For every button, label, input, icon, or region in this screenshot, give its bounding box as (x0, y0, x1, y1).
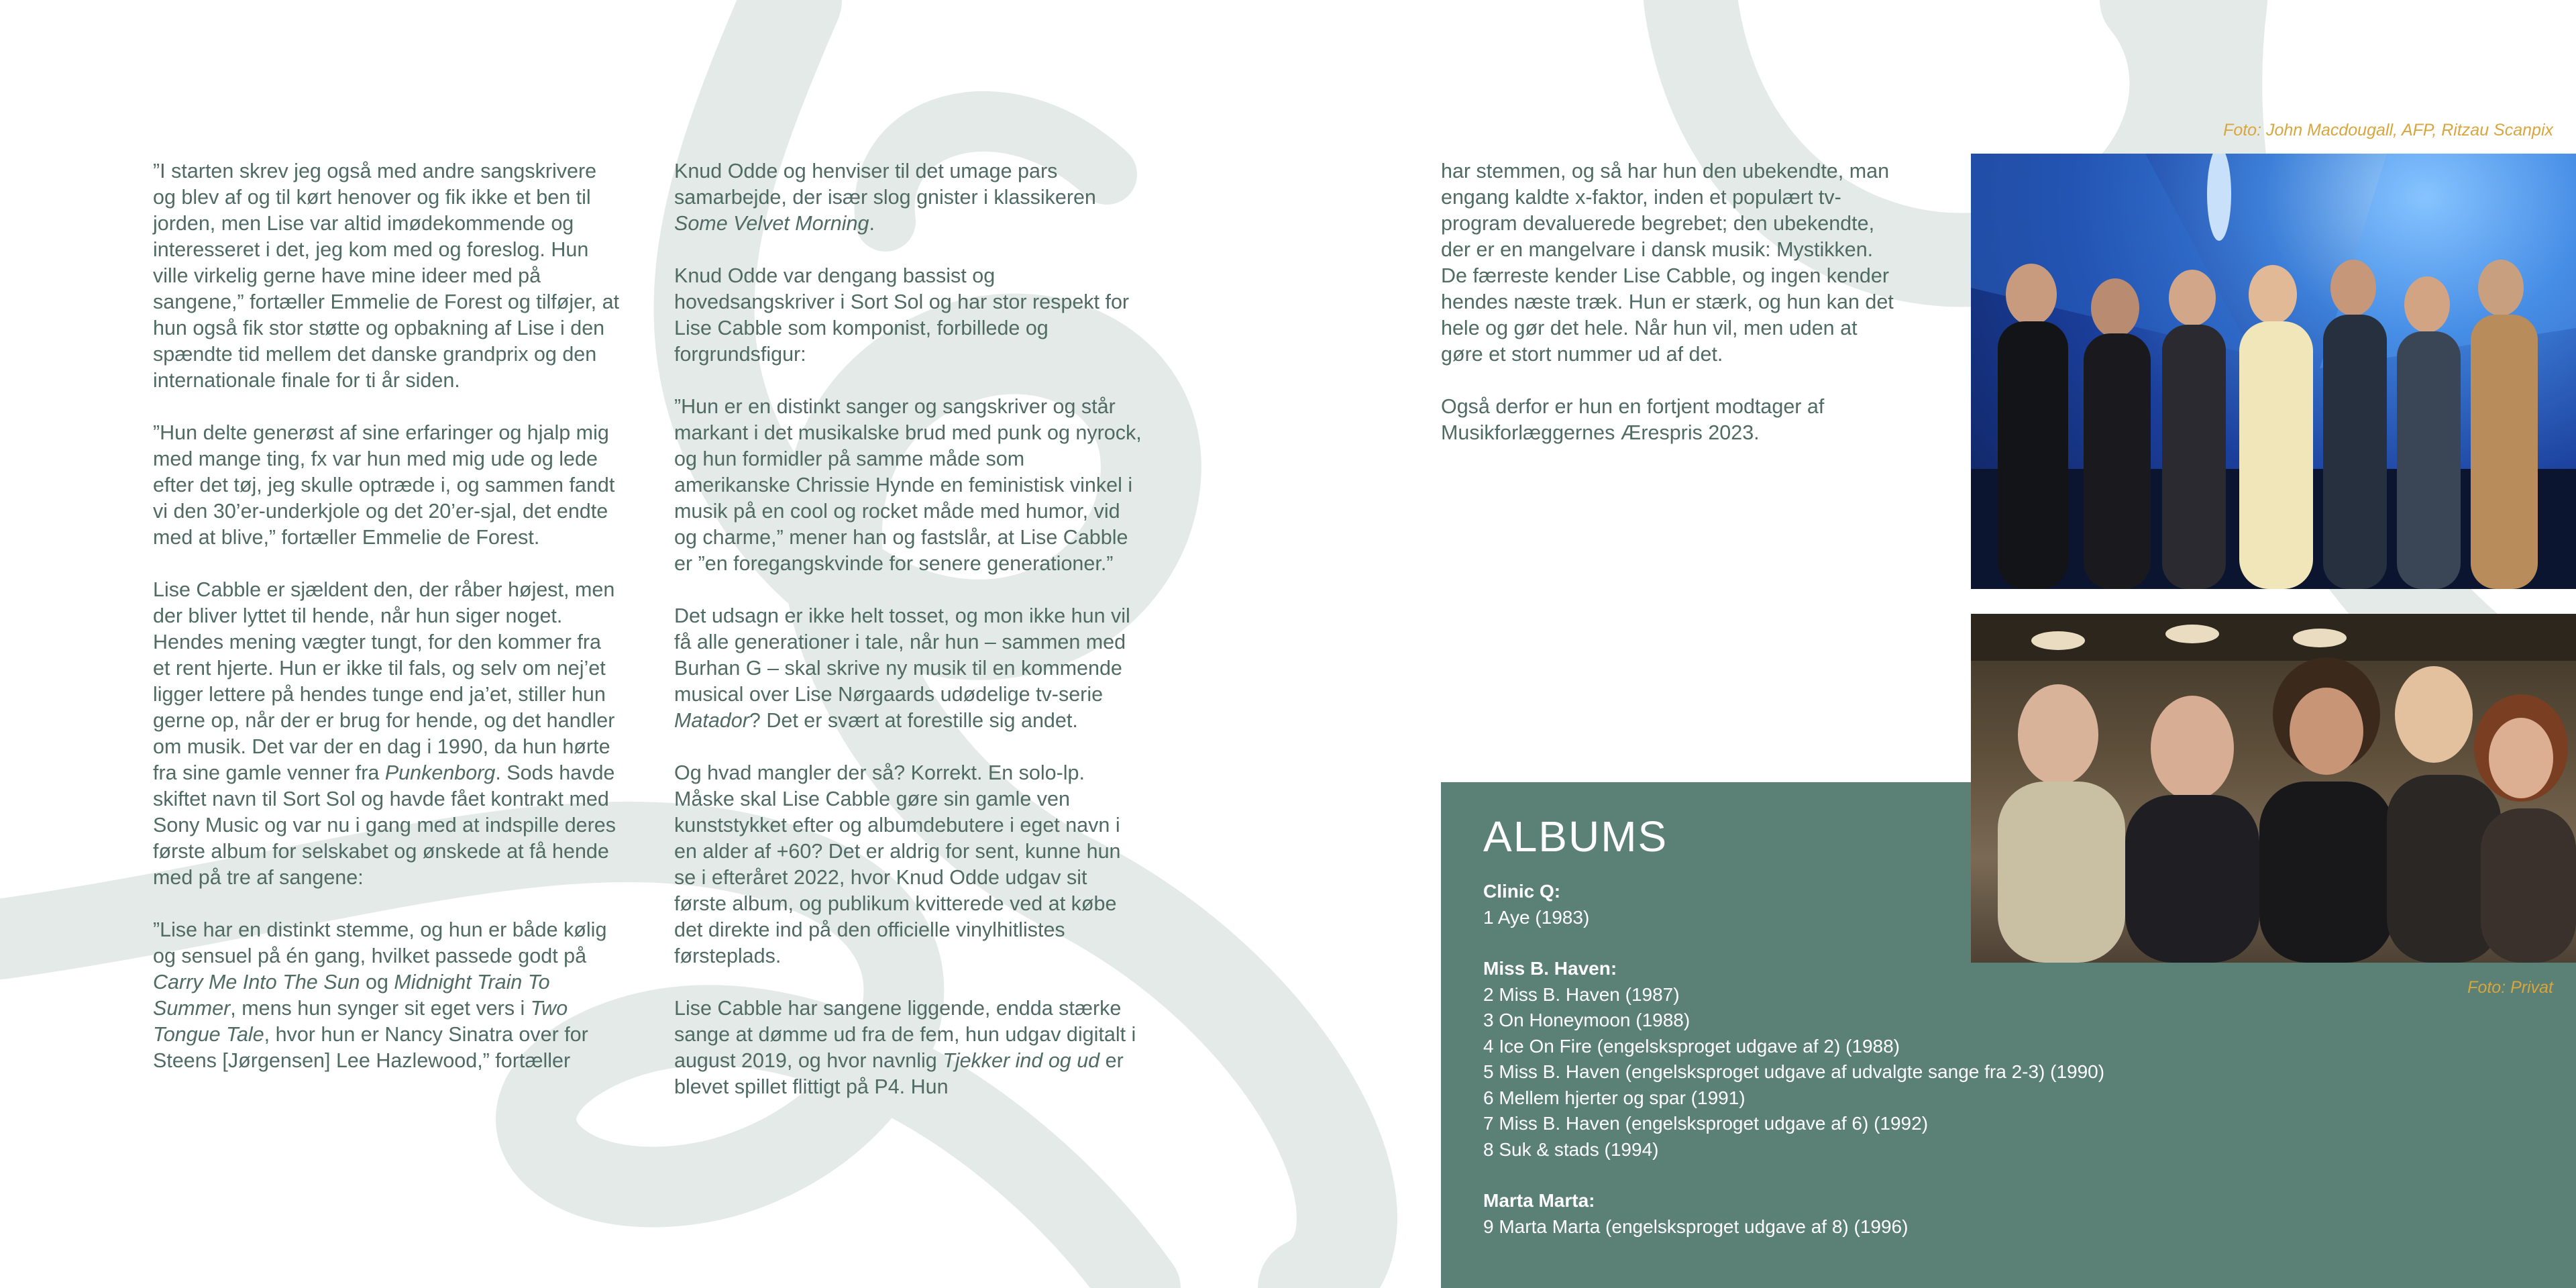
album-group-title: Marta Marta: (1483, 1190, 1595, 1211)
paragraph: Lise Cabble er sjældent den, der råber højest, men der bliver lyttet til hende, når hun siger noget. Hendes mening vægter tungt, for den kommer fra et rent hjerte. Hun er ikke til fals, og selv om nej’et ligger lettere på hendes tunge end ja’et, stiller hun gerne op, når der er brug for hende, og det handler om musik. Det var der en dag i 1990, da hun hørte fra sine gamle venner fra Punkenborg. Sods havde skiftet navn til Sort Sol og havde fået kontrakt med Sony Music og var nu i gang med at indspille deres første album for selskabet og ønskede at få hende med på tre af sangene: (153, 578, 616, 889)
paragraph: ”Hun delte generøst af sine erfaringer og hjalp mig med mange ting, fx var hun med mig ude og lede efter det tøj, jeg skulle optræde i, og sammen fandt vi den 30’er-underkjole og det 20’er-sjal, det endte med at blive,” fortæller Emmelie de Forest. (153, 421, 615, 549)
album-item: 2 Miss B. Haven (1987) (1483, 983, 1680, 1005)
photo-caption: Foto: John Macdougall, AFP, Ritzau Scanpix (2223, 121, 2553, 140)
album-item: 4 Ice On Fire (engelsksproget udgave af 2) (1988) (1483, 1035, 1900, 1057)
album-item: 6 Mellem hjerter og spar (1991) (1483, 1087, 1746, 1108)
paragraph: Det udsagn er ikke helt tosset, og mon ikke hun vil få alle generationer i tale, når hun – sammen med Burhan G – skal skrive ny musik til en kommende musical over Lise Nørgaards udødelige tv-serie Matador? Det er svært at forestille sig andet. (674, 604, 1130, 732)
stage-group-photo (1971, 154, 2576, 589)
paragraph: har stemmen, og så har hun den ubekendte, man engang kaldte x-faktor, inden et populært tv-program devaluerede begrebet; den ubekendte, der er en mangelvare i dansk musik: Mystikken. De færreste kender Lise Cabble, og ingen kender hendes næste træk. Hun er stærk, og hun kan det hele og gør det hele. Når hun vil, men uden at gøre et stort nummer ud af det. (1441, 160, 1894, 366)
paragraph: Også derfor er hun en fortjent modtager af Musikforlæggernes Ærespris 2023. (1441, 395, 1825, 444)
album-item: 3 On Honeymoon (1988) (1483, 1010, 1690, 1030)
article-column-3 (1441, 158, 1904, 472)
albums-heading: ALBUMS (1483, 812, 1668, 861)
article-column-1 (153, 158, 623, 1100)
paragraph: Og hvad mangler der så? Korrekt. En solo-lp. Måske skal Lise Cabble gøre sin gamle ven kunststykket efter og albumdebutere i eget navn i en alder af +60? Det er aldrig for sent, kunne hun se i efteråret 2022, hvor Knud Odde udgav sit første album, og publikum kvitterede ved at købe det direkte ind på den officielle vinylhitlistes førsteplads. (674, 761, 1121, 967)
album-item: 7 Miss B. Haven (engelsksproget udgave af 6) (1992) (1483, 1113, 1929, 1134)
album-item: 5 Miss B. Haven (engelsksproget udgave af udvalgte sange fra 2-3) (1990) (1483, 1061, 2105, 1082)
private-photo-illustration (1971, 614, 2576, 963)
paragraph: Knud Odde og henviser til det umage pars samarbejde, der især slog gnister i klassikeren Some Velvet Morning. (674, 160, 1096, 235)
album-group (1483, 1188, 2104, 1240)
album-group-title: Miss B. Haven: (1483, 958, 1617, 979)
album-group (1483, 956, 2104, 1163)
paragraph: ”I starten skrev jeg også med andre sangskrivere og blev af og til kørt henover og fik ikke et ben til jorden, men Lise var altid imødekommende og interesseret i det, jeg kom med og foreslog. Hun ville virkelig gerne have mine ideer med på sangene,” fortæller Emmelie de Forest og tilføjer, at hun også fik stor støtte og opbakning af Lise i den spændte tid mellem det danske grandprix og den internationale finale for ti år siden. (153, 160, 620, 392)
stage-photo-illustration (1971, 154, 2576, 589)
photo-caption: Foto: Privat (2467, 978, 2553, 997)
paragraph: ”Hun er en distinkt sanger og sangskriver og står markant i det musikalske brud med punk og nyrock, og hun formidler på samme måde som amerikanske Chrissie Hynde en feministisk vinkel i musik på en cool og rocket måde med humor, vid og charme,” mener han og fastslår, at Lise Cabble er ”en foregangskvinde for senere generationer.” (674, 395, 1142, 575)
album-group-title: Clinic Q: (1483, 881, 1561, 902)
article-column-2 (674, 158, 1144, 1126)
private-group-photo (1971, 614, 2576, 963)
paragraph: Lise Cabble har sangene liggende, endda stærke sange at dømme ud fra de fem, hun udgav digitalt i august 2019, og hvor navnlig Tjekker ind og ud er blevet spillet flittigt på P4. Hun (674, 997, 1136, 1098)
paragraph: ”Lise har en distinkt stemme, og hun er både kølig og sensuel på én gang, hvilket passede godt på Carry Me Into The Sun og Midnight Train To Summer, mens hun synger sit eget vers i Two Tongue Tale, hvor hun er Nancy Sinatra over for Steens [Jørgensen] Lee Hazlewood,” fortæller (153, 918, 607, 1072)
album-item: 1 Aye (1983) (1483, 906, 1590, 928)
album-item: 9 Marta Marta (engelsksproget udgave af 8) (1996) (1483, 1216, 1909, 1237)
paragraph: Knud Odde var dengang bassist og hovedsangskriver i Sort Sol og har stor respekt for Lise Cabble som komponist, forbillede og forgrundsfigur: (674, 264, 1130, 366)
album-item: 8 Suk & stads (1994) (1483, 1138, 1659, 1160)
